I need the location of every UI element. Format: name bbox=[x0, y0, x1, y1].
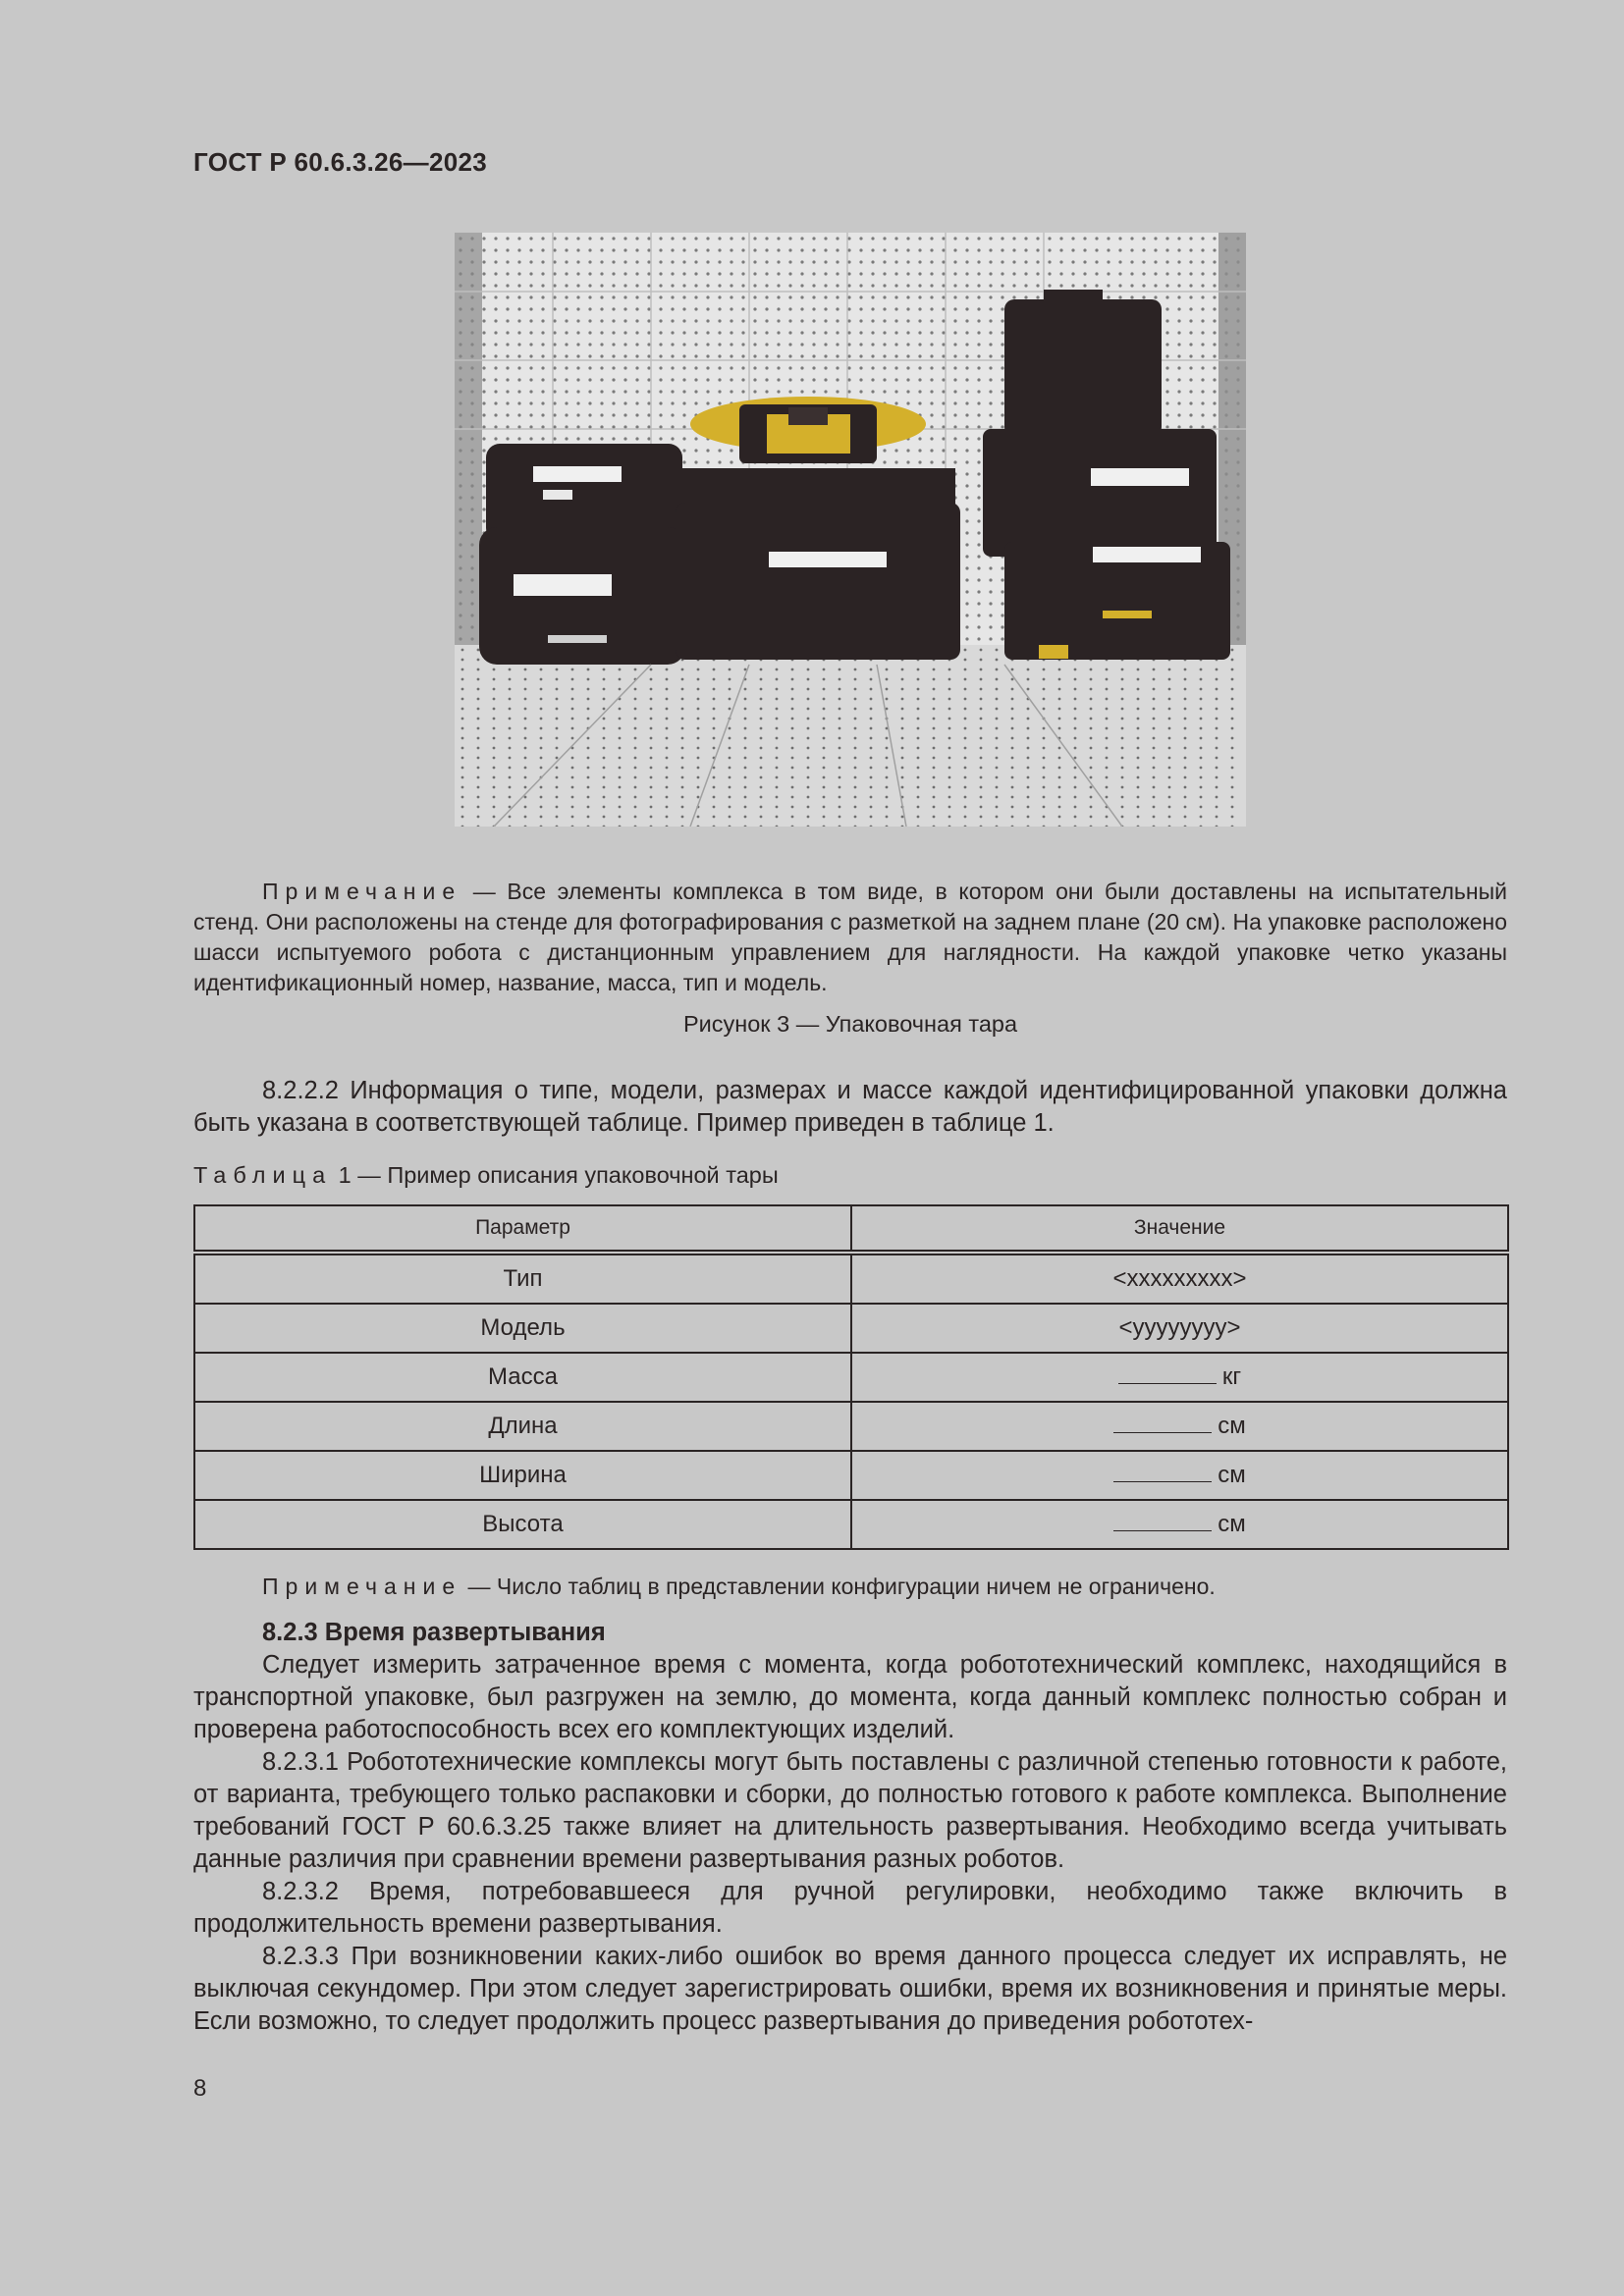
row-unit: см bbox=[1218, 1462, 1246, 1488]
blank-line bbox=[1113, 1466, 1212, 1482]
table-row bbox=[194, 1353, 1508, 1402]
row-param: Длина bbox=[194, 1402, 851, 1451]
note-text: — Все элементы комплекса в том виде, в котором они были доставлены на испытательный стенд. Они расположены на стенде для фотографирования с разметкой на заднем плане (20 см). На упаковке расположено шасси испытуемого робота с дистанционным управлением для наглядности. На каждой упаковке четко указаны идентификационный номер, название, масса, тип и модель. bbox=[193, 879, 1507, 995]
row-value: <yyyyyyyy> bbox=[851, 1304, 1508, 1353]
page-number: 8 bbox=[193, 2075, 207, 2102]
row-value: <xxxxxxxxx> bbox=[851, 1253, 1508, 1304]
blank-line bbox=[1113, 1515, 1212, 1531]
blank-line bbox=[1118, 1367, 1217, 1384]
table-row bbox=[194, 1500, 1508, 1549]
section-paragraph: 8.2.3.3 При возникновении каких-либо ошибок во время данного процесса следует их исправлять, не выключая секундомер. При этом следует зарегистрировать ошибки, время их возникновения и принятые меры. Если возможно, то следует продолжить процесс развертывания до приведения робототех- bbox=[193, 1943, 1507, 2035]
row-value-cell bbox=[851, 1500, 1508, 1549]
row-unit: см bbox=[1218, 1413, 1246, 1439]
section-heading: 8.2.3 Время развертывания bbox=[262, 1619, 606, 1646]
row-param: Тип bbox=[194, 1253, 851, 1304]
section-paragraph: Следует измерить затраченное время с момента, когда робототехнический комплекс, находящийся в транспортной упаковке, был разгружен на землю, до момента, когда данный комплекс полностью собран и проверена работоспособность всех его комплектующих изделий. bbox=[193, 1651, 1507, 1743]
table-row bbox=[194, 1304, 1508, 1353]
note-label: Примечание bbox=[262, 879, 462, 904]
row-value-cell bbox=[851, 1353, 1508, 1402]
table-note-label: Примечание bbox=[262, 1574, 462, 1599]
table-row bbox=[194, 1451, 1508, 1500]
packaging-photo bbox=[455, 233, 1246, 827]
figure-caption: Рисунок 3 — Упаковочная тара bbox=[682, 1011, 1018, 1037]
blank-line bbox=[1113, 1416, 1212, 1433]
row-param: Высота bbox=[194, 1500, 851, 1549]
row-value-cell bbox=[851, 1402, 1508, 1451]
row-unit: см bbox=[1218, 1511, 1246, 1537]
paragraph-8-2-2-2: 8.2.2.2 Информация о типе, модели, размерах и массе каждой идентифицированной упаковки должна быть указана в соответствующей таблице. Пример приведен в таблице 1. bbox=[193, 1077, 1507, 1137]
table-caption bbox=[193, 1162, 779, 1189]
row-param: Модель bbox=[194, 1304, 851, 1353]
table-row bbox=[194, 1402, 1508, 1451]
table-caption-label: Таблица bbox=[193, 1162, 333, 1188]
table-caption-text: 1 — Пример описания упаковочной тары bbox=[332, 1162, 779, 1188]
row-param: Масса bbox=[194, 1353, 851, 1402]
table-row bbox=[194, 1253, 1508, 1304]
section-8-2-3 bbox=[193, 1617, 1507, 2038]
packaging-table bbox=[193, 1204, 1509, 1550]
document-header: ГОСТ Р 60.6.3.26—2023 bbox=[193, 147, 487, 177]
table-header-row bbox=[194, 1205, 1508, 1253]
row-value-cell bbox=[851, 1451, 1508, 1500]
section-paragraph: 8.2.3.1 Робототехнические комплексы могут быть поставлены с различной степенью готовности к работе, от варианта, требующего только распаковки и сборки, до полностью готового к работе комплекса. Выполнение требований ГОСТ Р 60.6.3.25 также влияет на длительность развертывания. Необходимо всегда учитывать данные различия при сравнении времени развертывания разных роботов. bbox=[193, 1748, 1507, 1873]
row-unit: кг bbox=[1221, 1363, 1242, 1390]
table-note bbox=[193, 1572, 1507, 1602]
header-parameter: Параметр bbox=[194, 1205, 851, 1253]
figure-note bbox=[193, 877, 1507, 998]
table-note-text: — Число таблиц в представлении конфигурации ничем не ограничено. bbox=[461, 1574, 1216, 1599]
header-value: Значение bbox=[851, 1205, 1508, 1253]
section-paragraph: 8.2.3.2 Время, потребовавшееся для ручной регулировки, необходимо также включить в продолжительность времени развертывания. bbox=[193, 1878, 1507, 1938]
row-param: Ширина bbox=[194, 1451, 851, 1500]
